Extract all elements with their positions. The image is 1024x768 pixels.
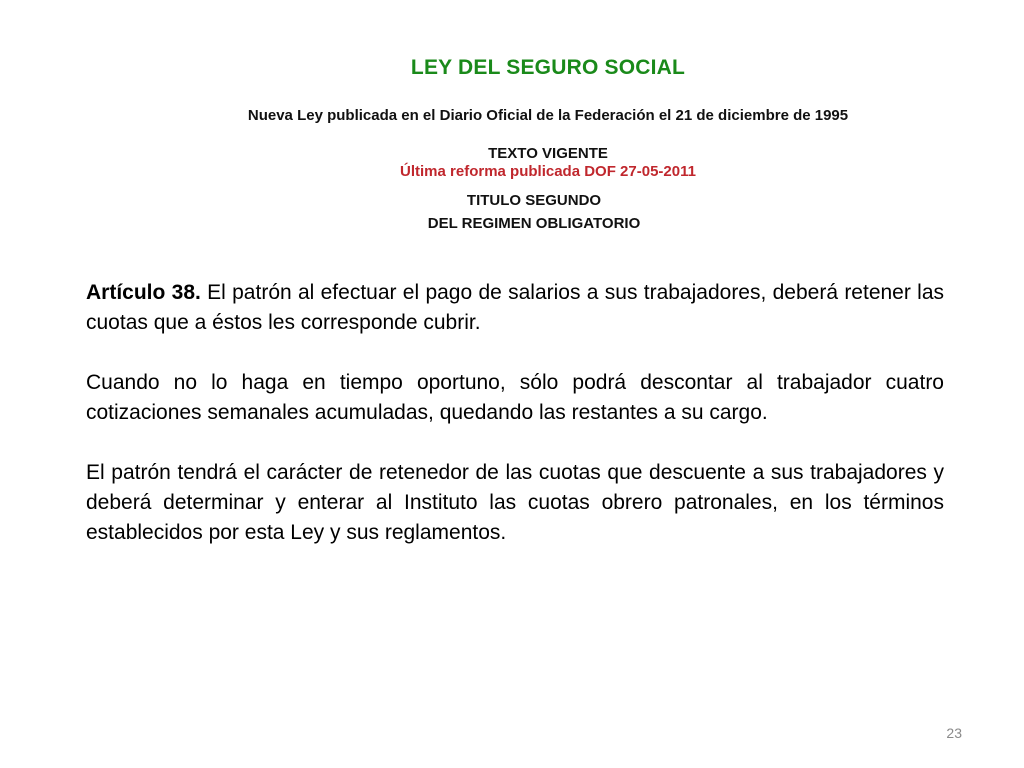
page-number: 23 xyxy=(946,725,962,741)
article-label: Artículo 38. xyxy=(86,281,201,304)
law-title: LEY DEL SEGURO SOCIAL xyxy=(410,56,686,79)
title-name: DEL REGIMEN OBLIGATORIO xyxy=(427,215,641,232)
title-block xyxy=(0,189,1024,235)
article-paragraph-1 xyxy=(86,278,944,338)
title-number: TITULO SEGUNDO xyxy=(466,192,602,209)
last-reform-line: Última reforma publicada DOF 27-05-2011 xyxy=(400,163,696,180)
article-paragraph-3: El patrón tendrá el carácter de retenedor de las cuotas que descuente a sus trabajadores y deberá determinar y enterar al Instituto las cuotas obrero patronales, en los términos establecidos por esta Ley y sus reglamentos. xyxy=(86,461,944,544)
status-label: TEXTO VIGENTE xyxy=(488,145,608,162)
article-body xyxy=(86,278,944,578)
article-paragraph-2: Cuando no lo haga en tiempo oportuno, sólo podrá descontar al trabajador cuatro cotizaciones semanales acumuladas, quedando las restantes a su cargo. xyxy=(86,371,944,424)
publication-line: Nueva Ley publicada en el Diario Oficial de la Federación el 21 de diciembre de 1995 xyxy=(247,107,849,124)
status-block xyxy=(0,145,1024,181)
article-paragraph-1-text: El patrón al efectuar el pago de salarios a sus trabajadores, deberá retener las cuotas que a éstos les corresponde cubrir. xyxy=(86,281,944,334)
